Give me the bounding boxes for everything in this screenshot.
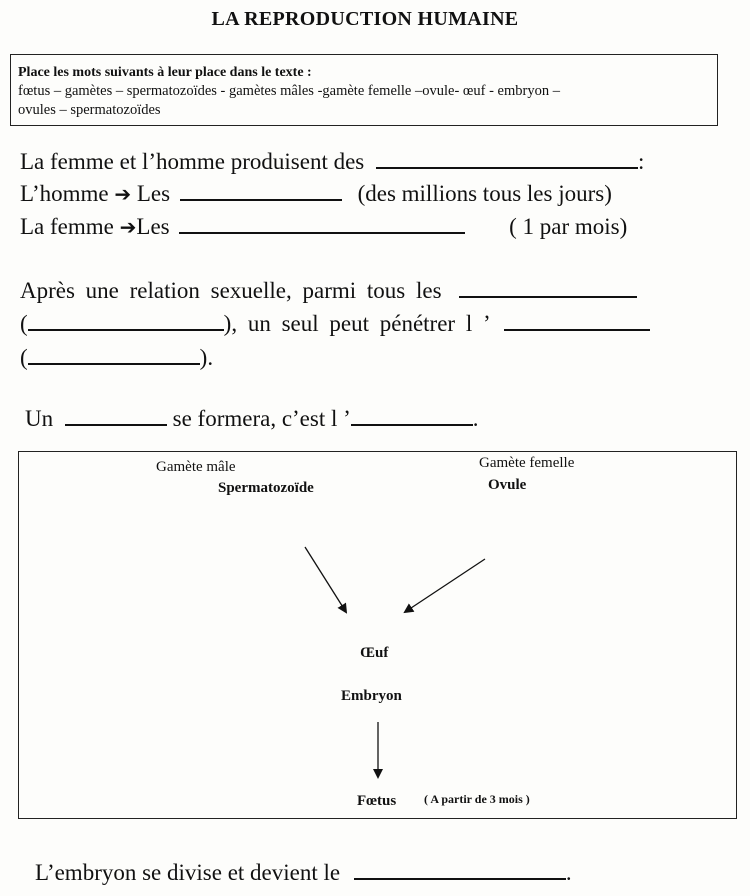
female-gamete-label: Gamète femelle bbox=[479, 455, 575, 471]
blank-gamete-femelle-2[interactable] bbox=[504, 329, 650, 331]
male-gamete-label: Gamète mâle bbox=[156, 459, 236, 475]
para3-line bbox=[25, 406, 479, 432]
blank-gamete-femelle[interactable] bbox=[179, 232, 465, 234]
egg-label: Œuf bbox=[360, 645, 389, 661]
word-bank-line-1: fœtus – gamètes – spermatozoïdes - gamètes mâles -gamète femelle –ovule- œuf - embryon – bbox=[18, 83, 560, 99]
blank-ovule[interactable] bbox=[28, 363, 200, 365]
para1-line2-note: (des millions tous les jours) bbox=[357, 181, 612, 206]
word-bank-line-2: ovules – spermatozoïdes bbox=[18, 102, 161, 118]
blank-gametes[interactable] bbox=[376, 167, 638, 169]
para3-start: Un bbox=[25, 406, 54, 431]
arrow-male-to-egg bbox=[305, 547, 346, 612]
para1-line2 bbox=[20, 181, 612, 207]
para3-mid: se formera, c’est l ’ bbox=[172, 406, 351, 431]
para1-line3-label: La femme bbox=[20, 214, 114, 239]
para1-line2-les: Les bbox=[136, 181, 171, 206]
blank-gametes-males[interactable] bbox=[180, 199, 342, 201]
para1-line3 bbox=[20, 214, 627, 240]
blank-embryon[interactable] bbox=[351, 424, 473, 426]
female-gamete-name: Ovule bbox=[488, 477, 527, 493]
para2-line2-text: ), un seul peut pénétrer l ’ bbox=[223, 311, 491, 336]
para1-line1-colon: : bbox=[638, 149, 645, 174]
para1-line1 bbox=[20, 149, 644, 175]
reproduction-diagram bbox=[18, 451, 737, 819]
fetus-note: ( A partir de 3 mois ) bbox=[424, 792, 530, 806]
arrow-right-icon: ➔ bbox=[119, 215, 137, 239]
blank-oeuf[interactable] bbox=[65, 424, 167, 426]
embryo-label: Embryon bbox=[341, 688, 402, 704]
para2-line1 bbox=[20, 278, 637, 304]
para2-line1-text: Après une relation sexuelle, parmi tous les bbox=[20, 278, 442, 303]
para1-line2-label: L’homme bbox=[20, 181, 109, 206]
final-line bbox=[35, 860, 572, 886]
blank-foetus[interactable] bbox=[354, 878, 566, 880]
word-bank-box bbox=[10, 54, 718, 126]
blank-gametes-males-2[interactable] bbox=[459, 296, 637, 298]
blank-spermatozoides[interactable] bbox=[28, 329, 224, 331]
fetus-label: Fœtus bbox=[357, 793, 397, 809]
final-end: . bbox=[565, 860, 572, 885]
para1-line3-note: ( 1 par mois) bbox=[509, 214, 628, 239]
para1-line3-les: Les bbox=[136, 214, 170, 239]
para1-line1-text: La femme et l’homme produisent des bbox=[20, 149, 365, 174]
para2-line3-close: ). bbox=[199, 345, 214, 370]
male-gamete-name: Spermatozoïde bbox=[218, 480, 314, 496]
para2-line2-open: ( bbox=[20, 311, 28, 336]
diagram-arrows bbox=[19, 452, 738, 820]
para2-line2 bbox=[20, 311, 650, 337]
para2-line3 bbox=[20, 345, 213, 371]
arrow-female-to-egg bbox=[405, 559, 485, 612]
para2-line3-open: ( bbox=[20, 345, 28, 370]
word-bank-instruction: Place les mots suivants à leur place dans le texte : bbox=[18, 65, 312, 80]
arrow-right-icon: ➔ bbox=[114, 182, 132, 206]
final-text: L’embryon se divise et devient le bbox=[35, 860, 341, 885]
para3-end: . bbox=[472, 406, 479, 431]
page-title: LA REPRODUCTION HUMAINE bbox=[211, 8, 519, 30]
